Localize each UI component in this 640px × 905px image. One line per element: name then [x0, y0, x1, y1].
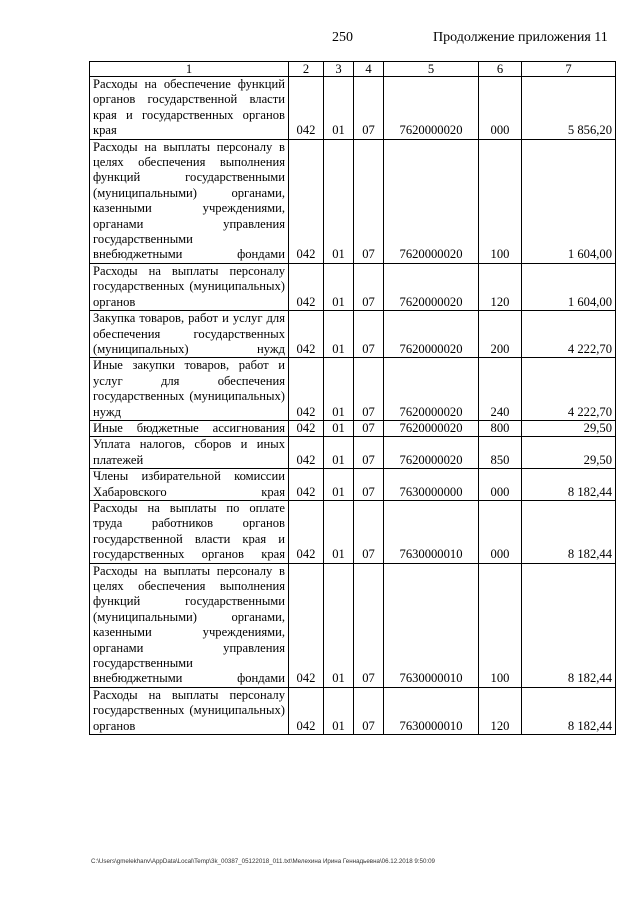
table-row	[90, 139, 616, 263]
code-target-article: 7620000020	[384, 358, 479, 421]
code-section: 01	[324, 563, 354, 687]
column-header: 4	[354, 62, 384, 77]
code-ministry: 042	[289, 437, 324, 469]
code-target-article: 7620000020	[384, 311, 479, 358]
code-target-article: 7630000010	[384, 563, 479, 687]
code-ministry: 042	[289, 420, 324, 436]
code-subsection: 07	[354, 263, 384, 310]
amount: 4 222,70	[522, 358, 616, 421]
table-row	[90, 77, 616, 140]
amount: 29,50	[522, 420, 616, 436]
code-target-article: 7620000020	[384, 437, 479, 469]
table-row	[90, 500, 616, 563]
code-ministry: 042	[289, 563, 324, 687]
budget-table	[89, 61, 616, 735]
column-header: 5	[384, 62, 479, 77]
column-header: 6	[479, 62, 522, 77]
row-name: Расходы на выплаты персоналу в целях обеспечения выполнения функций государственными (муниципальными) органами, казенными учреждениями, органами управления государственными внебюджетными фондами	[90, 139, 289, 263]
code-subsection: 07	[354, 77, 384, 140]
code-section: 01	[324, 687, 354, 734]
code-subsection: 07	[354, 420, 384, 436]
code-target-article: 7620000020	[384, 139, 479, 263]
code-expense-type: 000	[479, 500, 522, 563]
code-section: 01	[324, 77, 354, 140]
amount: 5 856,20	[522, 77, 616, 140]
code-section: 01	[324, 311, 354, 358]
code-expense-type: 200	[479, 311, 522, 358]
column-header: 3	[324, 62, 354, 77]
amount: 8 182,44	[522, 469, 616, 501]
code-section: 01	[324, 420, 354, 436]
code-expense-type: 120	[479, 263, 522, 310]
table-header-row	[90, 62, 616, 77]
amount: 4 222,70	[522, 311, 616, 358]
row-name: Расходы на выплаты по оплате труда работников органов государственной власти края и государственных органов края	[90, 500, 289, 563]
table-row	[90, 563, 616, 687]
table-row	[90, 358, 616, 421]
row-name: Расходы на выплаты персоналу государственных (муниципальных) органов	[90, 263, 289, 310]
table-row	[90, 420, 616, 436]
code-target-article: 7620000020	[384, 263, 479, 310]
code-subsection: 07	[354, 563, 384, 687]
code-ministry: 042	[289, 358, 324, 421]
table-row	[90, 469, 616, 501]
row-name: Расходы на выплаты персоналу в целях обеспечения выполнения функций государственными (муниципальными) органами, казенными учреждениями, органами управления государственными внебюджетными фондами	[90, 563, 289, 687]
amount: 1 604,00	[522, 263, 616, 310]
table-row	[90, 263, 616, 310]
code-expense-type: 800	[479, 420, 522, 436]
row-name: Закупка товаров, работ и услуг для обеспечения государственных (муниципальных) нужд	[90, 311, 289, 358]
table-row	[90, 687, 616, 734]
table-row	[90, 437, 616, 469]
row-name: Иные бюджетные ассигнования	[90, 420, 289, 436]
row-name: Расходы на обеспечение функций органов государственной власти края и государственных органов края	[90, 77, 289, 140]
code-ministry: 042	[289, 687, 324, 734]
column-header: 2	[289, 62, 324, 77]
code-ministry: 042	[289, 263, 324, 310]
code-target-article: 7620000020	[384, 77, 479, 140]
column-header: 1	[90, 62, 289, 77]
code-expense-type: 240	[479, 358, 522, 421]
code-expense-type: 100	[479, 563, 522, 687]
amount: 8 182,44	[522, 687, 616, 734]
code-expense-type: 000	[479, 77, 522, 140]
code-ministry: 042	[289, 500, 324, 563]
code-subsection: 07	[354, 687, 384, 734]
code-section: 01	[324, 139, 354, 263]
code-expense-type: 850	[479, 437, 522, 469]
code-target-article: 7630000000	[384, 469, 479, 501]
code-section: 01	[324, 263, 354, 310]
page-number: 250	[332, 30, 353, 45]
code-subsection: 07	[354, 139, 384, 263]
code-ministry: 042	[289, 77, 324, 140]
code-target-article: 7630000010	[384, 500, 479, 563]
appendix-label: Продолжение приложения 11	[433, 30, 608, 45]
code-expense-type: 100	[479, 139, 522, 263]
column-header: 7	[522, 62, 616, 77]
row-name: Расходы на выплаты персоналу государственных (муниципальных) органов	[90, 687, 289, 734]
row-name: Члены избирательной комиссии Хабаровского края	[90, 469, 289, 501]
code-subsection: 07	[354, 469, 384, 501]
code-subsection: 07	[354, 500, 384, 563]
code-expense-type: 120	[479, 687, 522, 734]
code-target-article: 7630000010	[384, 687, 479, 734]
amount: 29,50	[522, 437, 616, 469]
code-section: 01	[324, 469, 354, 501]
amount: 1 604,00	[522, 139, 616, 263]
code-ministry: 042	[289, 311, 324, 358]
code-subsection: 07	[354, 358, 384, 421]
row-name: Иные закупки товаров, работ и услуг для обеспечения государственных (муниципальных) нужд	[90, 358, 289, 421]
file-path-footer: C:\Users\gmelekhanv\AppData\Local\Temp\3k_00387_05122018_011.txt\Мелехина Ирина Геннадьевна\06.12.2018 9:50:09	[91, 858, 435, 865]
code-subsection: 07	[354, 311, 384, 358]
code-section: 01	[324, 358, 354, 421]
code-target-article: 7620000020	[384, 420, 479, 436]
code-ministry: 042	[289, 469, 324, 501]
code-ministry: 042	[289, 139, 324, 263]
code-section: 01	[324, 500, 354, 563]
amount: 8 182,44	[522, 563, 616, 687]
amount: 8 182,44	[522, 500, 616, 563]
row-name: Уплата налогов, сборов и иных платежей	[90, 437, 289, 469]
table-row	[90, 311, 616, 358]
code-section: 01	[324, 437, 354, 469]
code-subsection: 07	[354, 437, 384, 469]
code-expense-type: 000	[479, 469, 522, 501]
